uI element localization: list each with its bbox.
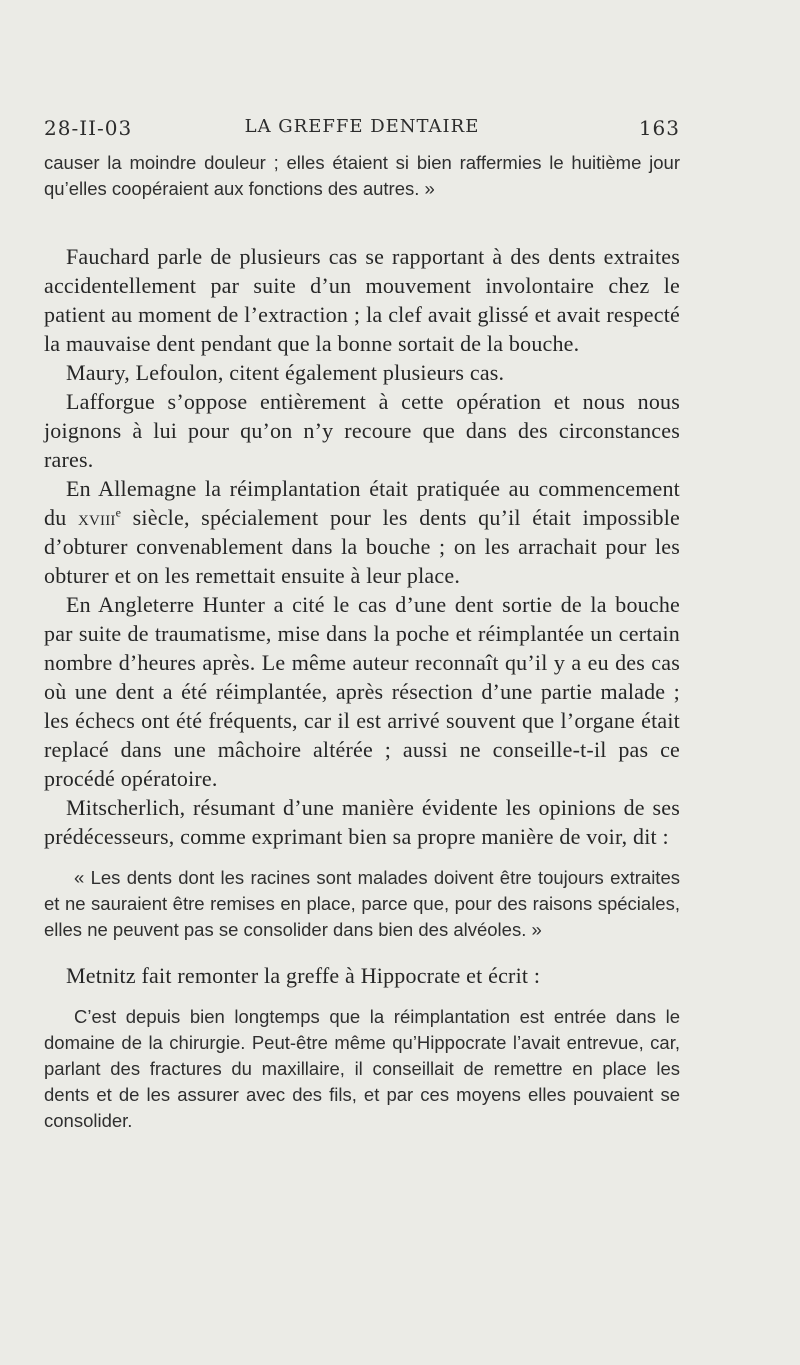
century-numeral: xviii [77, 505, 116, 530]
paragraph-allemagne-text-end: siècle, spécialement pour les dents qu’il était impossible d’obturer convenablement dans la bouche ; on les arrachait pour les obturer et on les remettait ensuite à leur place. [44, 505, 680, 588]
paragraph-mitscherlich: Mitscherlich, résumant d’une manière évidente les opinions de ses prédécesseurs, comme exprimant bien sa propre manière de voir, dit : [44, 795, 680, 849]
page-body [44, 150, 680, 1134]
quote-continuation: causer la moindre douleur ; elles étaient si bien raffermies le huitième jour qu’elles coopéraient aux fonctions des autres. » [44, 152, 680, 199]
paragraph-metnitz: Metnitz fait remonter la greffe à Hippocrate et écrit : [66, 963, 541, 988]
page-number: 163 [638, 116, 680, 140]
paragraph-allemagne-text-start: En Allemagne la réimplantation était pratiquée au commencement du [44, 476, 680, 530]
century-suffix: e [115, 505, 122, 520]
paragraph-fauchard: Fauchard parle de plusieurs cas se rapportant à des dents extraites accidentellement par suite d’un mouvement involontaire chez le patient au moment de l’extraction ; la clef avait glissé et avait respecté la mauvaise dent pendant que la bonne sortait de la bouche. [44, 244, 680, 356]
paragraph-allemagne [44, 474, 680, 590]
quote-mitscherlich: « Les dents dont les racines sont malades doivent être toujours extraites et ne sauraient être remises en place, parce que, pour des raisons spéciales, elles ne peuvent pas se consolider dans bien des alvéoles. » [44, 867, 680, 940]
running-header [44, 116, 680, 142]
paragraph-angleterre: En Angleterre Hunter a cité le cas d’une dent sortie de la bouche par suite de traumatisme, mise dans la poche et réimplantée un certain nombre d’heures après. Le même auteur reconnaît qu’il y a eu des cas où une dent a été réimplantée, après résection d’une partie malade ; les échecs ont été fréquents, car il est arrivé souvent que l’organe était replacé dans une mâchoire altérée ; aussi ne conseille-t-il pas ce procédé opératoire. [44, 592, 680, 791]
header-title: LA GREFFE DENTAIRE [244, 116, 480, 137]
quote-metnitz: C’est depuis bien longtemps que la réimplantation est entrée dans le domaine de la chirurgie. Peut-être même qu’Hippocrate l’avait entrevue, car, parlant des fractures du maxillaire, il conseillait de remettre en place les dents et de les assurer avec des fils, et par ces moyens elles pouvaient se consolider. [44, 1006, 680, 1131]
paragraph-maury: Maury, Lefoulon, citent également plusieurs cas. [66, 360, 505, 385]
header-date: 28-II-03 [44, 116, 133, 140]
paragraph-lafforgue: Lafforgue s’oppose entièrement à cette opération et nous nous joignons à lui pour qu’on n’y recoure que dans des circonstances rares. [44, 389, 680, 472]
